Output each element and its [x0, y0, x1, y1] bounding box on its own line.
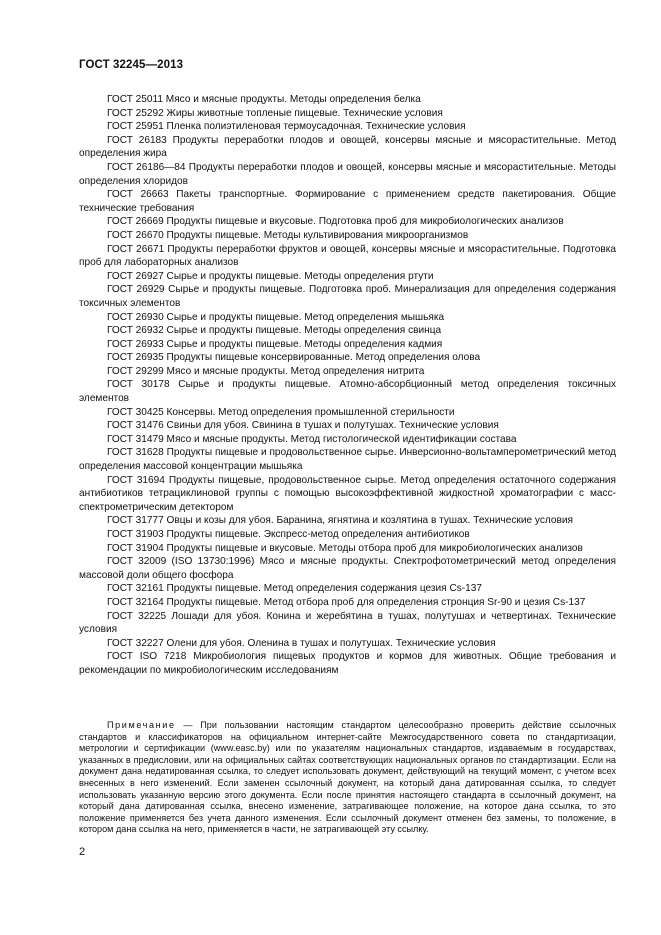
reference-entry: ГОСТ ISO 7218 Микробиология пищевых продуктов и кормов для животных. Общие требования и рекомендации по микробиологическим исследованиям: [79, 651, 616, 676]
reference-entry: ГОСТ 32161 Продукты пищевые. Метод определения содержания цезия Cs-137: [107, 583, 482, 595]
reference-entry: ГОСТ 26663 Пакеты транспортные. Формирование с применением средств пакетирования. Общие технические требования: [79, 189, 616, 214]
reference-entry: ГОСТ 26932 Сырье и продукты пищевые. Методы определения свинца: [107, 325, 442, 337]
note-text: При пользовании настоящим стандартом целесообразно проверить действие ссылочных стандартов и классификаторов на официальном интернет-сайте Межгосударственного совета по стандартизации, метрологии и сертификации (www.easc.by) или по указателям национальных стандартов, издаваемым в государствах, указанных в предисловии, или на официальных сайтах соответствующих национальных органов по стандартизации. Если на документ дана недатированная ссылка, то следует использовать документ, действующий на текущий момент, с учетом всех внесенных в него изменений. Если заменен ссылочный документ, на который дана датированная ссылка, то следует использовать указанную версию этого документа. Если после принятия настоящего стандарта в ссылочный документ, на который дана датированная ссылка, внесено изменение, затрагивающее положение, на которое дана ссылка, то это положение применяется без учета данного изменения. Если ссылочный документ отменен без замены, то положение, в котором дана ссылка на него, применяется в части, не затрагивающей эту ссылку.: [79, 720, 616, 835]
reference-entry: ГОСТ 25011 Мясо и мясные продукты. Методы определения белка: [107, 94, 421, 105]
reference-entry: ГОСТ 32164 Продукты пищевые. Метод отбора проб для определения стронция Sr-90 и цезия Cs-137: [107, 596, 586, 608]
reference-entry: ГОСТ 31903 Продукты пищевые. Экспресс-метод определения антибиотиков: [107, 529, 470, 540]
reference-entry: ГОСТ 25292 Жиры животные топленые пищевые. Технические условия: [107, 107, 443, 119]
reference-entry: ГОСТ 31904 Продукты пищевые и вкусовые. Методы отбора проб для микробиологических анализов: [107, 542, 583, 554]
note-paragraph: [79, 720, 616, 836]
reference-entry: ГОСТ 31777 Овцы и козы для убоя. Баранина, ягнятина и козлятина в тушах. Технические условия: [107, 515, 573, 527]
reference-entry: ГОСТ 26933 Сырье и продукты пищевые. Методы определения кадмия: [107, 338, 443, 350]
reference-entry: ГОСТ 31694 Продукты пищевые, продовольственное сырье. Метод определения остаточного содержания антибиотиков тетрациклиновой группы с помощью высокоэффективной жидкостной хроматографии с масс-спектрометрическим детектором: [79, 474, 616, 513]
reference-entry: ГОСТ 30178 Сырье и продукты пищевые. Атомно-абсорбционный метод определения токсичных элементов: [79, 379, 616, 405]
reference-entry: ГОСТ 26929 Сырье и продукты пищевые. Подготовка проб. Минерализация для определения содержания токсичных элементов: [79, 284, 616, 309]
reference-entry: ГОСТ 31479 Мясо и мясные продукты. Метод гистологической идентификации состава: [107, 433, 517, 445]
reference-entry: ГОСТ 29299 Мясо и мясные продукты. Метод определения нитрита: [107, 365, 425, 377]
reference-entry: ГОСТ 26935 Продукты пищевые консервированные. Метод определения олова: [107, 352, 481, 364]
reference-entry: ГОСТ 26671 Продукты переработки фруктов и овощей, консервы мясные и мясорастительные. Подготовка проб для лабораторных анализов: [79, 243, 616, 269]
reference-entry: ГОСТ 31628 Продукты пищевые и продовольственное сырье. Инверсионно-вольтамперометрический метод определения массовой концентрации мышьяка: [79, 447, 616, 473]
note-block: [79, 720, 616, 836]
reference-entry: ГОСТ 32227 Олени для убоя. Оленина в тушах и полутушах. Технические условия: [107, 637, 496, 649]
note-dash: —: [175, 720, 201, 730]
reference-entry: ГОСТ 32009 (ISO 13730:1996) Мясо и мясные продукты. Спектрофотометрический метод определения массовой доли общего фосфора: [79, 556, 616, 581]
reference-entry: ГОСТ 26930 Сырье и продукты пищевые. Метод определения мышьяка: [107, 311, 445, 323]
note-label: Примечание: [107, 720, 176, 730]
document-header: ГОСТ 32245—2013: [79, 59, 184, 71]
reference-entry: ГОСТ 25951 Пленка полиэтиленовая термоусадочная. Технические условия: [107, 121, 466, 133]
reference-entry: ГОСТ 32225 Лошади для убоя. Конина и жеребятина в тушах, полутушах и четвертинах. Технические условия: [79, 610, 616, 636]
reference-entry: ГОСТ 26927 Сырье и продукты пищевые. Методы определения ртути: [107, 270, 434, 282]
reference-entry: ГОСТ 26670 Продукты пищевые. Методы культивирования микроорганизмов: [107, 229, 469, 241]
reference-entry: ГОСТ 26186—84 Продукты переработки плодов и овощей, консервы мясные и мясорастительные. Методы определения хлоридов: [79, 161, 616, 187]
reference-entry: ГОСТ 30425 Консервы. Метод определения промышленной стерильности: [107, 406, 455, 418]
page-number: 2: [79, 846, 86, 858]
reference-entry: ГОСТ 31476 Свиньи для убоя. Свинина в тушах и полутушах. Технические условия: [107, 420, 499, 432]
reference-entry: ГОСТ 26183 Продукты переработки плодов и овощей, консервы мясные и мясорастительные. Метод определения жира: [79, 134, 616, 160]
references-list: [79, 93, 616, 678]
reference-entry: ГОСТ 26669 Продукты пищевые и вкусовые. Подготовка проб для микробиологических анализов: [107, 216, 564, 228]
